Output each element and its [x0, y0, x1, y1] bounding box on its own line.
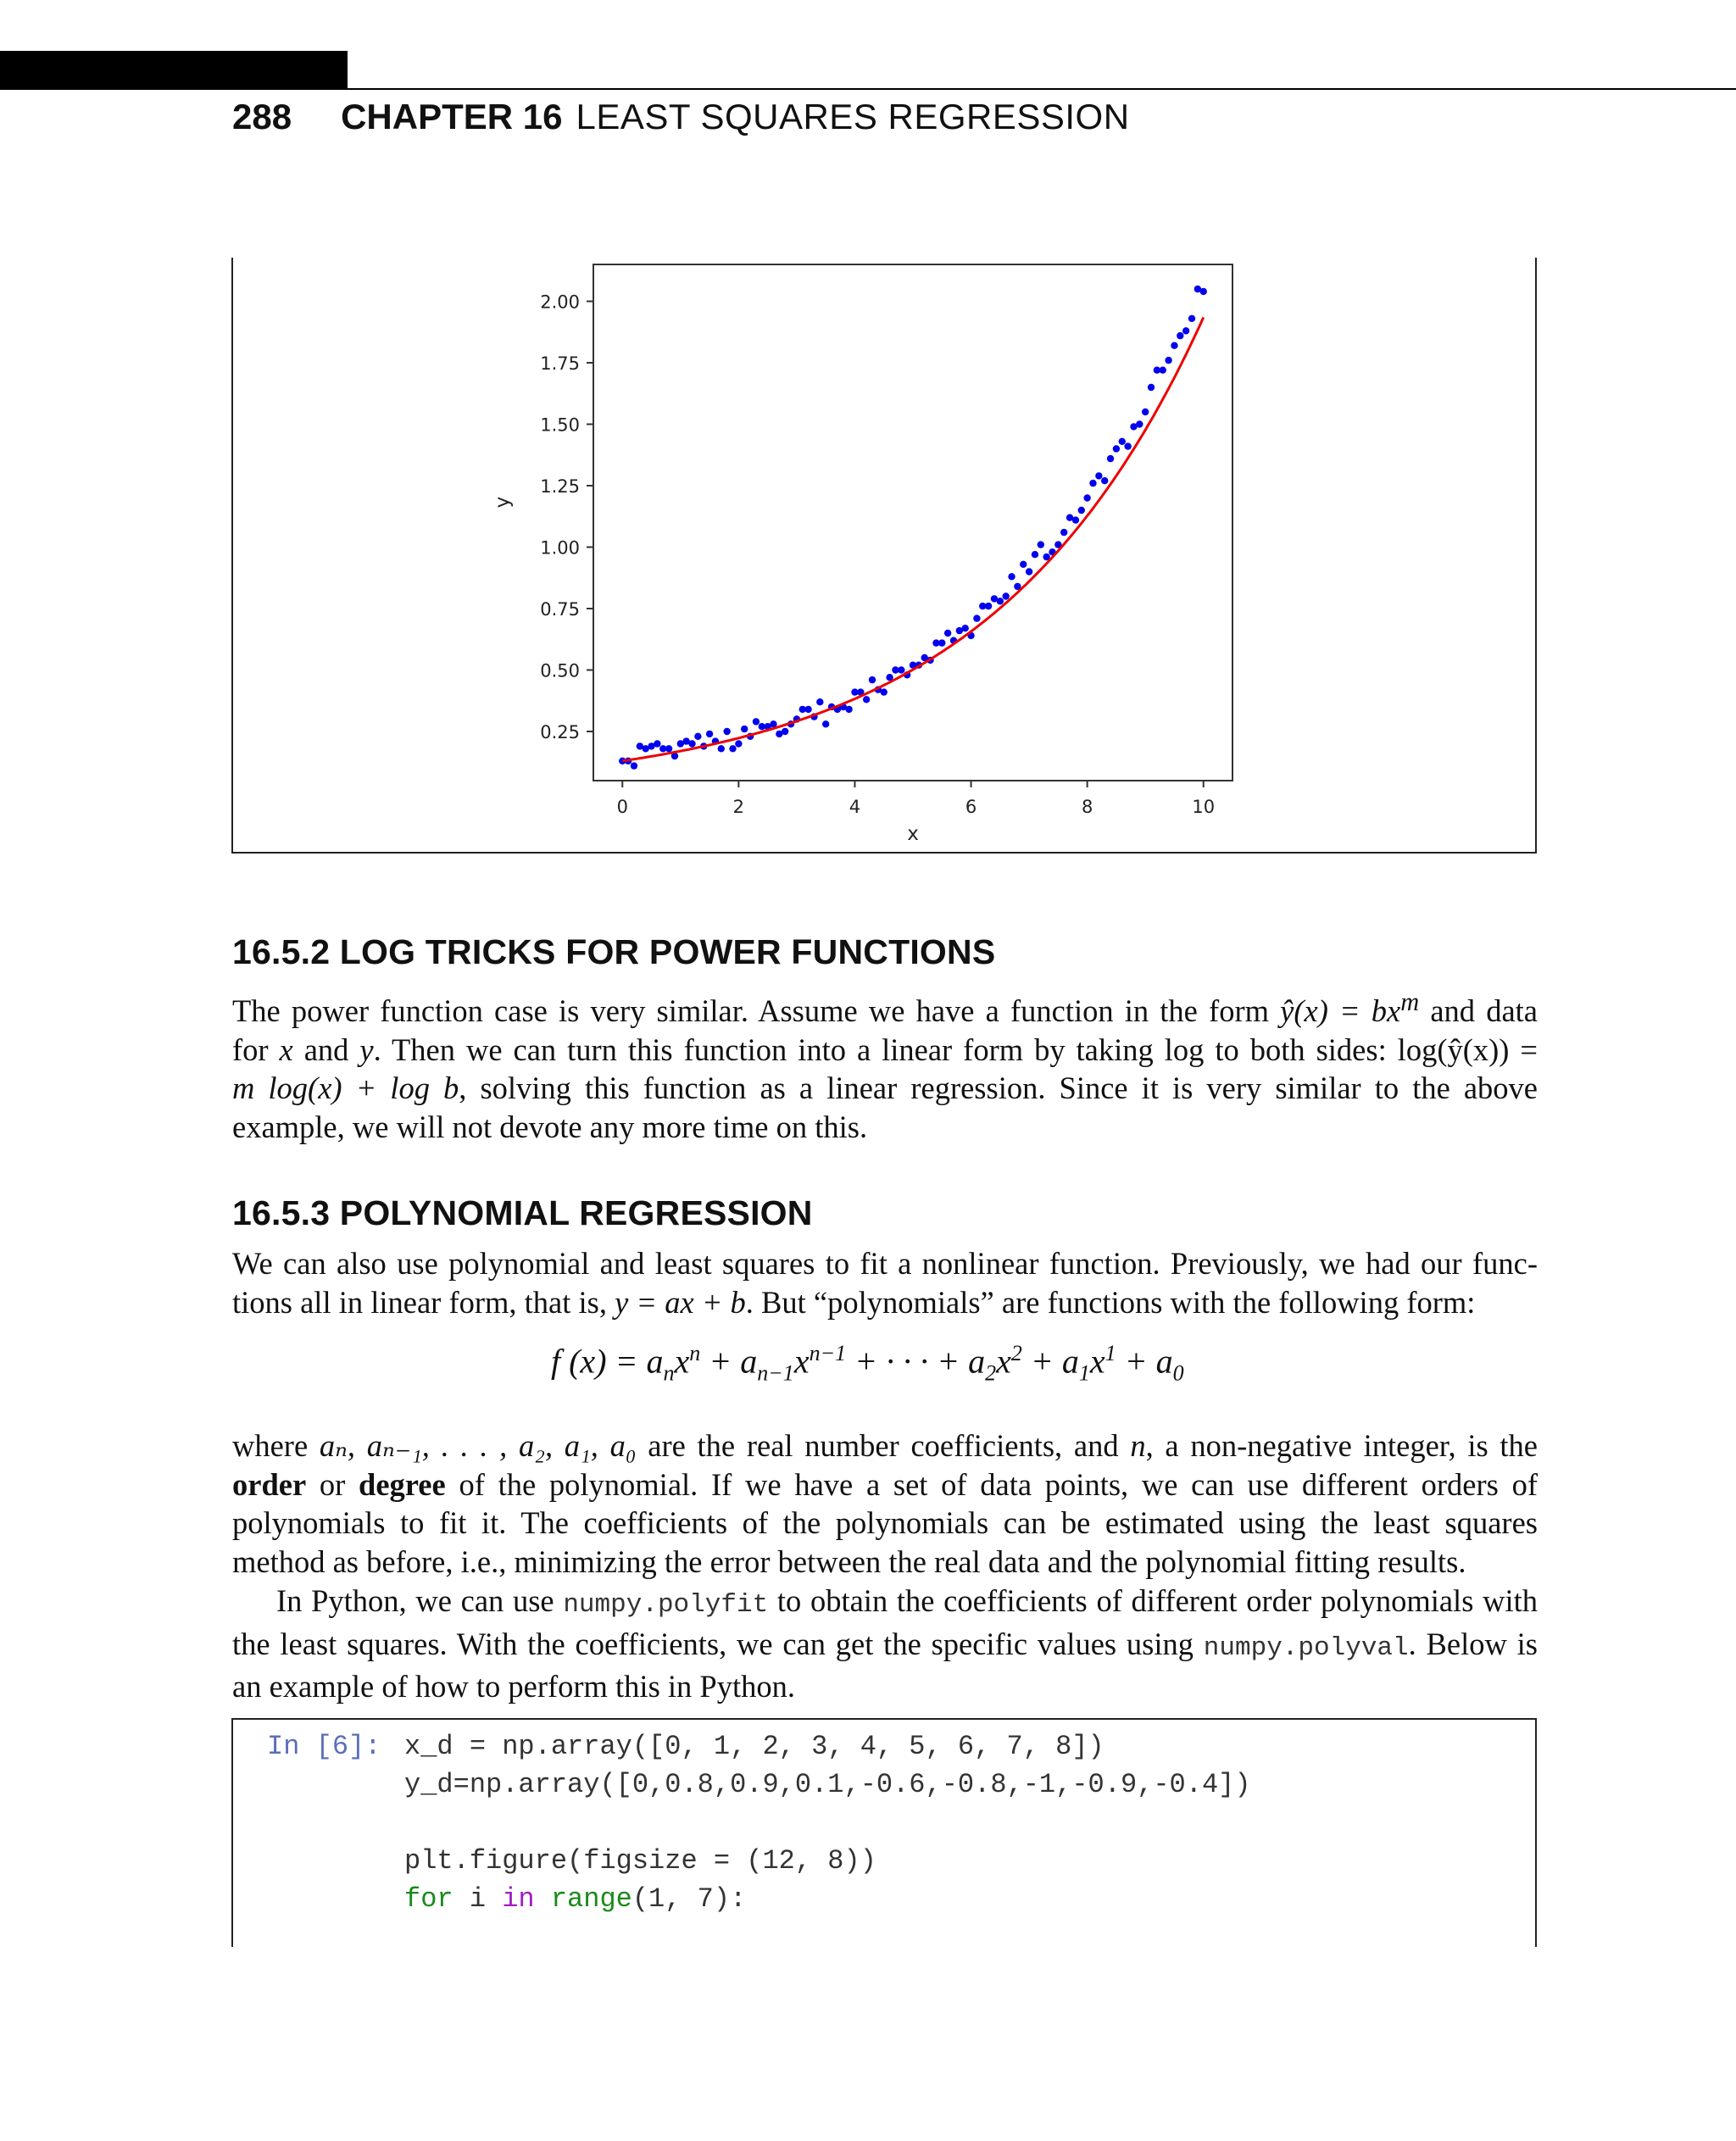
data-point [863, 696, 870, 703]
data-point [1038, 541, 1044, 548]
text-run: The power function case is very similar. Assume we have a function in the form [232, 993, 1281, 1029]
code-cell [231, 1718, 1537, 1947]
polynomial-equation [551, 1341, 1184, 1386]
y-tick-label: 1.25 [540, 476, 580, 497]
math-sup: m [1400, 987, 1420, 1016]
math-inline: y [359, 1032, 374, 1067]
eq-part: + a [1116, 1342, 1173, 1381]
eq-part: x [674, 1342, 690, 1381]
data-point [706, 731, 713, 737]
data-point [944, 630, 951, 637]
data-point [1072, 516, 1079, 523]
data-point [961, 625, 968, 631]
running-head [232, 93, 1130, 141]
math-inline: m log(x) + log b [232, 1070, 459, 1106]
data-point [1101, 477, 1108, 484]
data-point [1148, 384, 1155, 391]
chapter-label: CHAPTER 16 [341, 97, 563, 136]
data-point [1177, 332, 1183, 339]
header-rule [348, 88, 1736, 90]
text-run: of the polynomial. If we have a set of data points, we can use different orders of [445, 1466, 1538, 1502]
text-run: to obtain the coefficients of different order polynomials with [768, 1583, 1538, 1618]
y-tick-label: 0.75 [540, 599, 580, 620]
text-line: We can also use polynomial and least squares to fit a nonlinear function. Previously, we had our func- [232, 1246, 1538, 1281]
data-point [845, 706, 852, 713]
eq-part: x [996, 1342, 1011, 1381]
data-point [1142, 409, 1149, 415]
data-point [1171, 342, 1177, 349]
data-point [898, 666, 904, 673]
code-token: i [453, 1883, 503, 1915]
keyword-in: in [502, 1883, 535, 1915]
data-point [1165, 357, 1171, 364]
x-axis-label: x [907, 823, 919, 845]
eq-part: + a [700, 1342, 758, 1381]
data-point [741, 726, 748, 732]
data-point [729, 745, 736, 752]
data-point [735, 740, 742, 747]
header-black-bar [0, 51, 348, 90]
x-tick-label: 8 [1081, 797, 1093, 817]
text-line: method as before, i.e., minimizing the error between the real data and the polynomial fitting results. [232, 1543, 1466, 1579]
data-point [631, 762, 637, 769]
eq-part: x [793, 1342, 810, 1381]
code-line-1: x_d = np.array([0, 1, 2, 3, 4, 5, 6, 7, 8]) [404, 1731, 1104, 1762]
eq-sub: 1 [1078, 1360, 1090, 1386]
x-tick-label: 10 [1192, 797, 1216, 817]
data-point [1083, 494, 1090, 501]
data-point [694, 733, 701, 740]
code-line-3: plt.figure(figsize = (12, 8)) [404, 1845, 876, 1877]
eq-part: f (x) = a [551, 1342, 664, 1381]
data-point [1078, 507, 1085, 514]
code-line-4 [404, 1881, 746, 1918]
heading-16-5-3: 16.5.3 POLYNOMIAL REGRESSION [232, 1193, 813, 1232]
text-run: , a non-negative integer, is the [1145, 1428, 1538, 1463]
data-point [1107, 455, 1114, 462]
y-tick-label: 1.75 [540, 353, 580, 374]
data-point [804, 706, 811, 713]
eq-sup: 2 [1010, 1341, 1022, 1365]
text-run: . But “polynomials” are functions with the following form: [745, 1284, 1476, 1320]
scatter-plot [233, 258, 1538, 854]
text-run: where [232, 1428, 320, 1463]
math-inline: y = ax + b [615, 1284, 746, 1320]
x-tick-label: 2 [732, 797, 745, 817]
math-inline: aₙ, aₙ₋₁, . . . , a₂, a₁, a₀ [319, 1428, 637, 1463]
eq-sub: n [663, 1360, 675, 1386]
eq-sub: 0 [1172, 1360, 1184, 1386]
code-token: (1, 7): [632, 1883, 747, 1915]
text-line: polynomials to fit it. The coefficients of the polynomials can be estimated using the least squares [232, 1505, 1538, 1540]
math-inline: ŷ(x) = bx [1280, 993, 1401, 1029]
y-tick-label: 1.00 [540, 537, 580, 559]
text-run: and data [1419, 993, 1538, 1029]
y-tick-label: 1.50 [540, 414, 580, 436]
data-point [1124, 442, 1131, 449]
data-point [822, 720, 829, 727]
eq-part: + · · · + a [846, 1342, 986, 1381]
data-point [1160, 367, 1166, 374]
eq-part: x [1089, 1342, 1105, 1381]
data-point [718, 745, 725, 752]
chapter-title: LEAST SQUARES REGRESSION [576, 97, 1130, 136]
math-inline: x [279, 1032, 293, 1067]
data-point [1095, 472, 1102, 479]
y-tick-label: 2.00 [540, 292, 580, 313]
text-run: . Then we can turn this function into a linear form by taking log to both sides: log(ŷ(x)) = [373, 1032, 1538, 1067]
data-point [1020, 561, 1027, 568]
text-run: , solving this function as a linear regression. Since it is very similar to the above [459, 1070, 1538, 1106]
data-point [869, 676, 876, 683]
data-point [1200, 288, 1207, 295]
text-run: the least squares. With the coefficients, we can get the specific values using [232, 1626, 1204, 1661]
bold-term-degree: degree [359, 1466, 446, 1502]
heading-16-5-2: 16.5.2 LOG TRICKS FOR POWER FUNCTIONS [232, 932, 996, 971]
cell-prompt: In [6]: [267, 1731, 381, 1762]
eq-part: + a [1021, 1342, 1079, 1381]
page-number: 288 [232, 97, 292, 136]
data-point [1136, 420, 1143, 427]
data-point [997, 598, 1004, 604]
y-axis-label: y [492, 496, 514, 509]
text-line: an example of how to perform this in Python. [232, 1669, 795, 1704]
paragraph-numpy [232, 1582, 1538, 1706]
eq-sub: n−1 [757, 1360, 794, 1386]
data-point [938, 639, 945, 646]
data-point [654, 740, 660, 747]
eq-sup: n−1 [809, 1341, 847, 1365]
text-run: . Below is [1408, 1626, 1538, 1661]
data-point [973, 614, 980, 621]
data-point [1060, 529, 1067, 536]
text-run: or [306, 1466, 359, 1502]
data-point [1026, 568, 1032, 575]
bold-term-order: order [232, 1466, 307, 1502]
builtin-range: range [534, 1883, 632, 1915]
data-point [1188, 315, 1195, 322]
data-point [688, 740, 695, 747]
figure-frame [231, 258, 1537, 854]
x-tick-label: 0 [616, 797, 628, 817]
text-run: for [232, 1032, 280, 1067]
data-point [1113, 445, 1120, 452]
data-point [753, 718, 760, 725]
data-point [1032, 551, 1038, 558]
math-inline: n [1130, 1428, 1146, 1463]
y-tick-label: 0.25 [540, 722, 580, 742]
data-point [1008, 573, 1015, 580]
data-point [985, 603, 992, 609]
eq-sub: 2 [985, 1360, 997, 1386]
eq-sup: n [689, 1341, 701, 1365]
data-point [1119, 438, 1126, 445]
x-tick-label: 4 [849, 797, 861, 817]
inline-code: numpy.polyval [1203, 1632, 1409, 1663]
paragraph-polynomial-intro [232, 1244, 1538, 1321]
data-point [816, 698, 823, 705]
data-point [782, 728, 788, 735]
x-tick-label: 6 [965, 797, 977, 817]
text-run: are the real number coefficients, and [636, 1428, 1131, 1463]
code-line-2: y_d=np.array([0,0.8,0.9,0.1,-0.6,-0.8,-1,-0.9,-0.4]) [404, 1769, 1251, 1800]
inline-code: numpy.polyfit [563, 1590, 769, 1620]
data-point [723, 728, 730, 735]
data-point [1182, 327, 1189, 334]
y-tick-label: 0.50 [540, 660, 580, 681]
data-point [881, 688, 887, 695]
text-run: In Python, we can use [276, 1583, 564, 1618]
keyword-for: for [404, 1883, 453, 1915]
paragraph-coefficients [232, 1426, 1538, 1581]
text-run: tions all in linear form, that is, [232, 1284, 615, 1320]
fit-curve [622, 318, 1203, 761]
plot-axes-frame [593, 264, 1232, 781]
data-point [665, 745, 672, 752]
paragraph-power-functions [232, 983, 1538, 1146]
eq-sup: 1 [1104, 1341, 1116, 1365]
data-point [1002, 592, 1009, 599]
data-point [1089, 480, 1096, 487]
text-run: and [292, 1032, 360, 1067]
text-line: example, we will not devote any more time on this. [232, 1109, 868, 1144]
